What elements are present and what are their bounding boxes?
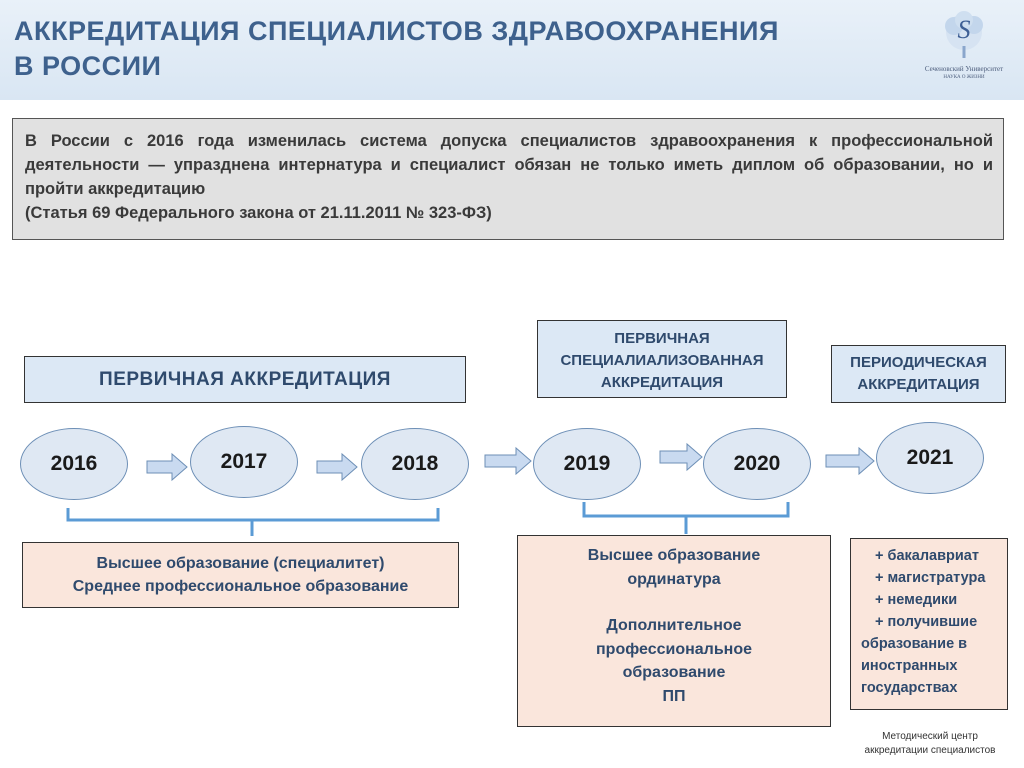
note-specialized-line: Дополнительное [606, 617, 742, 634]
intro-text: В России с 2016 года изменилась система допуска специалистов здравоохранения к профессиональной деятельности — упразднена интернатура и специалист обязан не только иметь диплом об образовании, но и пройти аккредитацию [25, 132, 993, 198]
note-periodic [850, 538, 1008, 710]
intro-citation: (Статья 69 Федерального закона от 21.11.2011 № 323-ФЗ) [25, 204, 492, 222]
title-line-1: АККРЕДИТАЦИЯ СПЕЦИАЛИСТОВ ЗДРАВООХРАНЕНИЯ [14, 16, 779, 46]
footer-caption [848, 730, 1012, 758]
note-specialized-line: ПП [662, 687, 686, 705]
stage-specialized-line-1: ПЕРВИЧНАЯ [614, 330, 710, 347]
note-primary-line-2: Среднее профессиональное образование [72, 578, 409, 595]
note-primary-line-1: Высшее образование (специалитет) [96, 555, 385, 572]
year-2017: 2017 [190, 426, 298, 498]
arrow-right-icon [484, 446, 532, 476]
year-2016: 2016 [20, 428, 128, 500]
note-periodic-line: образование в [861, 636, 968, 652]
svg-text:S: S [957, 15, 971, 44]
header-banner [0, 0, 1024, 100]
note-specialized-line: ординатура [627, 570, 721, 588]
bracket-specialized [580, 500, 792, 536]
title-line-2: В РОССИИ [14, 51, 162, 81]
note-periodic-line: иностранных [861, 658, 958, 674]
note-periodic-line: + немедики [875, 592, 958, 608]
note-periodic-line: + получившие [875, 614, 978, 630]
note-specialized-line: Высшее образование [587, 547, 761, 564]
stage-periodic-accreditation [831, 345, 1006, 403]
year-2021: 2021 [876, 422, 984, 494]
stage-periodic-line-2: АККРЕДИТАЦИЯ [857, 376, 980, 393]
year-2019: 2019 [533, 428, 641, 500]
stage-primary-accreditation [24, 356, 466, 403]
arrow-right-icon [825, 446, 875, 476]
logo-university-name: Сеченовский Университет [924, 65, 1004, 73]
bracket-primary [64, 506, 442, 540]
note-specialized-spacer [518, 591, 830, 614]
intro-box [12, 118, 1004, 240]
note-specialized [517, 535, 831, 727]
year-2020: 2020 [703, 428, 811, 500]
stage-specialized-accreditation [537, 320, 787, 398]
tree-logo-icon [938, 8, 990, 60]
note-periodic-line: + бакалавриат [875, 548, 979, 564]
arrow-right-icon [659, 442, 703, 472]
university-logo [914, 8, 1014, 92]
note-primary [22, 542, 459, 608]
note-periodic-line: государствах [861, 680, 958, 696]
stage-primary-label: ПЕРВИЧНАЯ АККРЕДИТАЦИЯ [99, 369, 391, 390]
note-periodic-line: + магистратура [875, 570, 986, 586]
note-specialized-line: образование [622, 664, 726, 681]
arrow-right-icon [146, 452, 188, 482]
logo-slogan: НАУКА О ЖИЗНИ [943, 75, 985, 80]
stage-specialized-line-2: СПЕЦИАЛИАЛИЗОВАННАЯ [560, 352, 764, 369]
arrow-right-icon [316, 452, 358, 482]
note-specialized-line: профессиональное [596, 640, 752, 658]
stage-specialized-line-3: АККРЕДИТАЦИЯ [600, 374, 724, 391]
footer-line-1: Методический центр [882, 731, 978, 742]
stage-periodic-line-1: ПЕРИОДИЧЕСКАЯ [850, 354, 987, 371]
page-title [14, 14, 894, 84]
year-2018: 2018 [361, 428, 469, 500]
footer-line-2: аккредитации специалистов [864, 745, 996, 756]
